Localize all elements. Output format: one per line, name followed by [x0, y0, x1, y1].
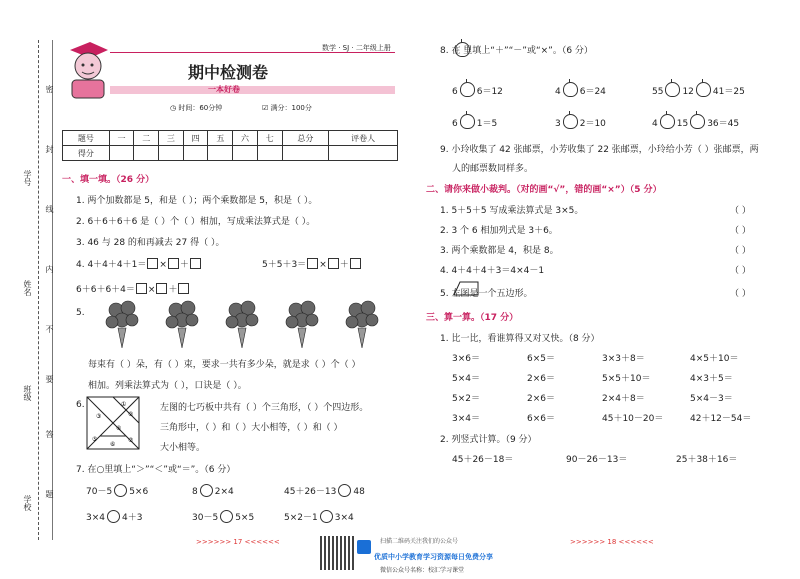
expr: 15 [676, 119, 689, 129]
table-cell: 四 [183, 131, 208, 146]
q7-item [284, 484, 365, 497]
table-cell[interactable] [159, 146, 184, 161]
promo-text: 优质中小学教育学习资源每日免费分享 [374, 553, 493, 561]
q4c: 6＋6＋6＋4＝ × ＋ [76, 282, 190, 295]
judge-item: 2. 3 个 6 相加列式是 3＋6。 [440, 226, 558, 236]
q8-item [555, 82, 606, 97]
calc-item: 3×4＝ [452, 414, 480, 424]
calc-item: 6×6＝ [527, 414, 555, 424]
table-cell[interactable] [109, 146, 134, 161]
apple-answer[interactable] [665, 82, 680, 97]
field-school: 学校 [23, 495, 32, 511]
q2-text: 2. 6＋6＋6＋6 是（ ）个（ ）相加，写成乘法算式是（ ）。 [76, 217, 316, 227]
time-label: ◷ 时间：60分钟 [170, 104, 223, 112]
page-title: 期中检测卷 [188, 63, 269, 82]
judge-item: 4. 4＋4＋4＋3＝4×4－1 [440, 266, 545, 276]
answer-box[interactable] [307, 258, 318, 269]
answer-circle[interactable] [220, 510, 233, 523]
q6-line3: 大小相等。 [160, 443, 206, 453]
q5-line1: 每束有（ ）朵，有（ ）束，要求一共有多少朵，就是求（ ）个（ ） [88, 360, 361, 370]
q4a-text: 4. 4＋4＋4＋1＝ [76, 260, 147, 270]
expr: 6 [452, 87, 458, 97]
table-cell: 七 [257, 131, 282, 146]
judge-answer[interactable]: （ ） [730, 246, 751, 256]
calc-item: 3×6＝ [452, 354, 480, 364]
q7-item [86, 484, 148, 497]
table-cell: 总分 [282, 131, 329, 146]
q6-line2: 三角形中，（ ）和（ ）大小相等，（ ）和（ ） [160, 423, 343, 433]
q9-line2: 人的邮票数同样多。 [452, 164, 534, 174]
expr: 6＝24 [579, 87, 606, 97]
score-table [62, 130, 398, 161]
table-cell: 五 [208, 131, 233, 146]
answer-box[interactable] [147, 258, 158, 269]
calc-item: 5×4－3＝ [690, 394, 733, 404]
svg-text:①: ① [121, 401, 127, 408]
mascot-icon [64, 40, 110, 100]
judge-answer[interactable]: （ ） [730, 206, 751, 216]
page-number-left: >>>>>> 17 <<<<<< [196, 538, 280, 546]
binding-line [38, 40, 39, 540]
expr: 1＝5 [476, 119, 498, 129]
score-text: 满分：100分 [270, 104, 312, 112]
calc-item: 5×5＋10＝ [602, 374, 651, 384]
q4a: 4. 4＋4＋4＋1＝ × ＋ [76, 257, 202, 270]
table-cell: 题号 [63, 131, 110, 146]
calc-item: 42＋12－54＝ [690, 414, 752, 424]
section-2-title: 二、请你来做小裁判。（对的画“√”，错的画“×”）（5 分） [426, 185, 662, 195]
table-cell: 一 [109, 131, 134, 146]
expr: 4＋3 [122, 513, 143, 523]
q4b: 5＋5＋3＝ × ＋ [262, 257, 362, 270]
seal-char: 答 [45, 430, 54, 438]
answer-circle[interactable] [320, 510, 333, 523]
q5-label: 5. [76, 308, 85, 318]
qr-code-icon [320, 536, 354, 570]
section-1-title: 一、填一填。（26 分） [62, 175, 155, 185]
field-class: 班级 [23, 385, 32, 401]
svg-text:④: ④ [116, 425, 122, 432]
logo-icon [357, 540, 371, 554]
apple-answer[interactable] [563, 114, 578, 129]
table-cell[interactable] [208, 146, 233, 161]
apple-answer[interactable] [690, 114, 705, 129]
answer-box[interactable] [136, 283, 147, 294]
table-cell: 三 [159, 131, 184, 146]
expr: 2＝10 [579, 119, 606, 129]
q7-item [192, 484, 234, 497]
expr: 48 [353, 487, 365, 497]
expr: 4 [555, 87, 561, 97]
answer-box[interactable] [190, 258, 201, 269]
column-calc-item: 45＋26－18＝ [452, 455, 514, 465]
seal-char: 线 [45, 205, 54, 213]
apple-answer[interactable] [696, 82, 711, 97]
judge-answer[interactable]: （ ） [730, 266, 751, 276]
field-name: 姓名 [23, 280, 32, 296]
table-cell[interactable] [183, 146, 208, 161]
expr: 55 [652, 87, 664, 97]
calc-item: 2×4＋8＝ [602, 394, 645, 404]
expr: 3×4 [86, 513, 105, 523]
svg-text:⑦: ⑦ [128, 437, 134, 444]
judge-answer[interactable]: （ ） [730, 289, 751, 299]
calc-title: 1. 比一比，看谁算得又对又快。（8 分） [440, 334, 600, 344]
table-cell[interactable] [134, 146, 159, 161]
table-cell[interactable] [257, 146, 282, 161]
answer-box[interactable] [328, 258, 339, 269]
expr: 2×4 [214, 487, 234, 497]
expr: 41＝25 [712, 87, 745, 97]
subject-label: 数学 · SJ · 二年级上册 [322, 44, 391, 52]
svg-text:⑥: ⑥ [110, 441, 116, 448]
answer-circle[interactable] [338, 484, 351, 497]
judge-item: 1. 5＋5＋5 写成乘法算式是 3×5。 [440, 206, 584, 216]
apple-answer[interactable] [460, 114, 475, 129]
calc-item: 4×3＋5＝ [690, 374, 733, 384]
seal-char: 密 [45, 85, 54, 93]
time-text: 时间：60分钟 [178, 104, 223, 112]
table-cell: 评卷人 [329, 131, 398, 146]
answer-box[interactable] [168, 258, 179, 269]
q9-line1: 9. 小玲收集了 42 张邮票，小芳收集了 22 张邮票，小玲给小芳（ ）张邮票，两 [440, 145, 759, 155]
calc-item: 2×6＝ [527, 394, 555, 404]
seal-char: 要 [45, 375, 54, 383]
answer-box[interactable] [350, 258, 361, 269]
expr: 12 [682, 87, 694, 97]
judge-answer[interactable]: （ ） [730, 226, 751, 236]
tangram-figure [86, 396, 140, 450]
table-cell: 六 [233, 131, 258, 146]
flower-bouquets [88, 300, 388, 350]
q7-text: 7. 在○里填上“＞”“＜”或“＝”。（6 分） [76, 465, 236, 475]
calc-item: 4×5＋10＝ [690, 354, 739, 364]
table-cell: 二 [134, 131, 159, 146]
score-label: ☑ 满分：100分 [262, 104, 312, 112]
q8-text: 8. 在 里填上“＋”“－”或“×”。（6 分） [440, 46, 593, 56]
q6-line1: 左图的七巧板中共有（ ）个三角形，（ ）个四边形。 [160, 403, 369, 413]
q4c-text: 6＋6＋6＋4＝ [76, 285, 135, 295]
answer-circle[interactable] [200, 484, 213, 497]
q8-item [652, 114, 739, 129]
binding-line-inner [52, 40, 53, 540]
table-row [63, 146, 398, 161]
calc-item: 2×6＝ [527, 374, 555, 384]
q8-item [652, 82, 745, 97]
judge-item: 3. 两个乘数都是 4，积是 8。 [440, 246, 559, 256]
q5-line2: 相加。列乘法算式为（ ），口诀是（ ）。 [88, 381, 247, 391]
svg-text:③: ③ [96, 413, 102, 420]
wechat-text: 微信公众号名称：校汇学习课堂 [380, 567, 465, 574]
expr: 6＝12 [476, 87, 503, 97]
q8-item [452, 82, 503, 97]
judge-item: 5. 左图是一个五边形。 [440, 289, 533, 299]
q1-text: 1. 两个加数都是 5，和是（ ）；两个乘数都是 5，积是（ ）。 [76, 196, 318, 206]
expr: 45＋26－13 [284, 487, 337, 497]
answer-box[interactable] [178, 283, 189, 294]
column-calc-item: 25＋38＋16＝ [676, 455, 738, 465]
answer-box[interactable] [156, 283, 167, 294]
table-cell[interactable] [282, 146, 329, 161]
calc-item: 5×4＝ [452, 374, 480, 384]
column-calc-title: 2. 列竖式计算。（9 分） [440, 435, 537, 445]
q7-item [192, 510, 254, 523]
expr: 5×2－1 [284, 513, 318, 523]
calc-item: 3×3＋8＝ [602, 354, 645, 364]
table-row [63, 131, 398, 146]
q4b-text: 5＋5＋3＝ [262, 260, 307, 270]
answer-circle[interactable] [107, 510, 120, 523]
q7-item [284, 510, 354, 523]
calc-item: 45＋10－20＝ [602, 414, 664, 424]
calc-item: 5×2＝ [452, 394, 480, 404]
q7-item [86, 510, 142, 523]
seal-char: 题 [45, 490, 54, 498]
q3-text: 3. 46 与 28 的和再减去 27 得（ ）。 [76, 238, 225, 248]
expr: 3×4 [334, 513, 354, 523]
table-cell: 得分 [63, 146, 110, 161]
seal-char: 不 [45, 325, 54, 333]
expr: 70－5 [86, 487, 113, 497]
table-cell[interactable] [233, 146, 258, 161]
svg-text:⑤: ⑤ [92, 436, 98, 443]
calc-item: 6×5＝ [527, 354, 555, 364]
apple-answer[interactable] [563, 82, 578, 97]
expr: 36＝45 [707, 119, 740, 129]
expr: 30－5 [192, 513, 219, 523]
expr: 3 [555, 119, 561, 129]
column-calc-item: 90－26－13＝ [566, 455, 628, 465]
apple-icon [455, 42, 470, 57]
q6-label: 6. [76, 400, 85, 410]
expr: 5×6 [129, 487, 149, 497]
seal-char: 封 [45, 145, 54, 153]
expr: 6 [452, 119, 458, 129]
expr: 4 [652, 119, 658, 129]
q8-item [452, 114, 497, 129]
svg-text:②: ② [128, 411, 134, 418]
q8-item [555, 114, 606, 129]
apple-answer[interactable] [660, 114, 675, 129]
apple-answer[interactable] [460, 82, 475, 97]
expr: 8 [192, 487, 198, 497]
page-number-right: >>>>>> 18 <<<<<< [570, 538, 654, 546]
seal-char: 内 [45, 265, 54, 273]
badge: 一本好卷 [208, 85, 240, 94]
scan-text: 扫描二维码关注我们的公众号 [380, 538, 459, 545]
answer-circle[interactable] [114, 484, 127, 497]
section-3-title: 三、算一算。（17 分） [426, 313, 519, 323]
field-student-id: 学号 [23, 170, 32, 186]
table-cell[interactable] [329, 146, 398, 161]
expr: 5×5 [235, 513, 255, 523]
pentagon-shape-icon [452, 280, 480, 296]
